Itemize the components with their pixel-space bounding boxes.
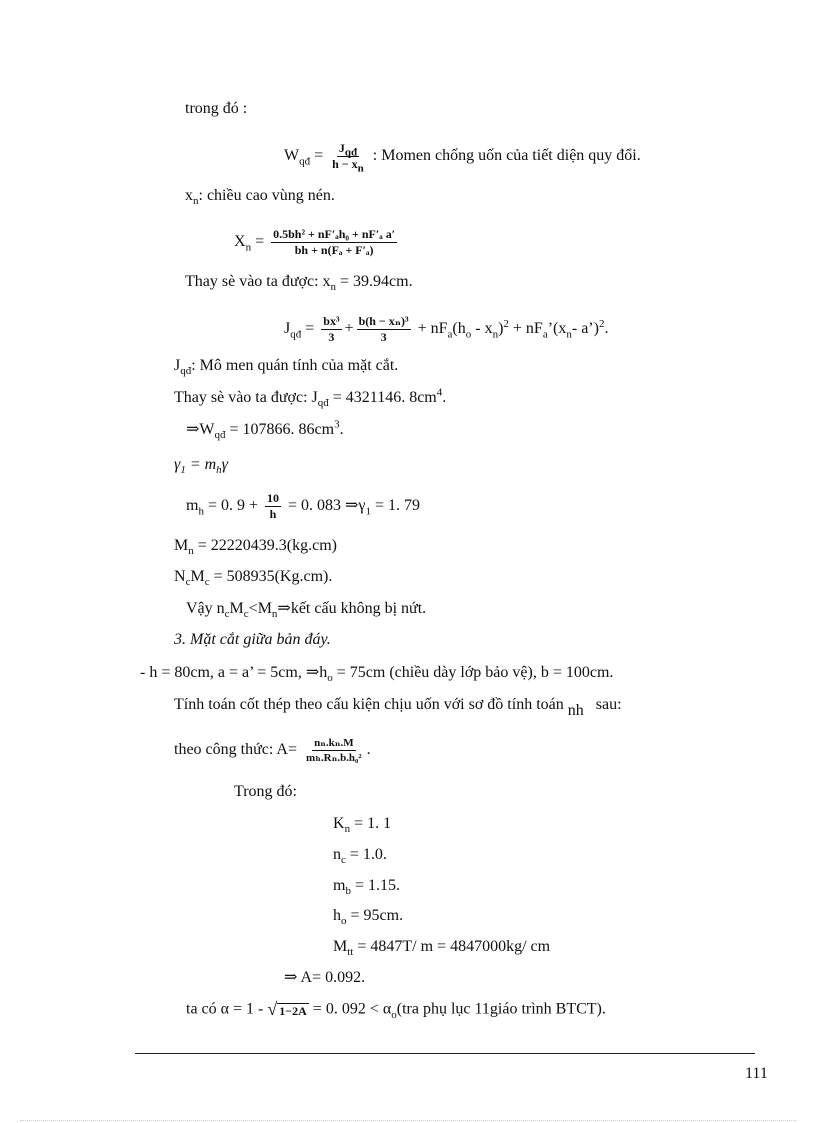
page-bottom-border bbox=[20, 1120, 796, 1121]
formula-alpha: ta có α = 1 - √ 1−2A = 0. $092 < \alpha_o(tra$ phụ lục 11giáo trình BTCT). bbox=[186, 999, 606, 1021]
param-ho: $h_o = 95cm$. bbox=[333, 907, 404, 928]
formula-xn: $X_n$ = $\frac{\text{0.5bh² + nF′ₐh₀ + nF′ₐ a′}}{\text{bh + n(Fₐ + F′ₐ)}}$ bbox=[234, 227, 396, 257]
param-kn: $K_n = 1$. 1 bbox=[333, 815, 392, 836]
page-number: 111 bbox=[745, 1065, 768, 1082]
formula-gamma1: $\gamma_1 = m_h\gamma$ bbox=[174, 456, 228, 477]
text-dimensions: - h = 80cm, a = a’ = 5cm, $\Rightarrow h_o = 75cm$ (chiều dày lớp bảo vệ), b = 100cm. bbox=[140, 664, 614, 685]
param-mtt: $M_{tt} = 4847T/$ m = 4847000kg/ cm bbox=[333, 938, 551, 959]
text-xn-definition: $x_n$: chiều cao vùng nén. bbox=[185, 187, 335, 208]
fraction-bh-xn: $\frac{\text{b(h − xₙ)³}}{3}$ bbox=[358, 314, 409, 344]
text-trong-do: trong đó : bbox=[185, 100, 248, 117]
fraction-bx3: $\frac{\text{bx³}}{3}$ bbox=[323, 314, 340, 344]
text-jqd-result: Thay sè vào ta được: $J_{qđ} = 4321146$. $8cm^4$. bbox=[174, 386, 447, 410]
formula-j-qd: $J_{qđ}$ = $\frac{\text{bx³}}{3}$ + $\frac{\text{b(h − xₙ)³}}{3}$ + $nF_a(h_o - x_n)^2$ + $nF_a’(x_n-$ a’)$^2$. bbox=[284, 314, 609, 344]
formula-a: theo công thức: A= $\frac{\text{nₙ.kₙ.M}}{\text{mₕ.Rₙ.b.h₀²}}$ . bbox=[174, 737, 371, 764]
fraction-j-over-h: $\frac{J_{qđ}}{h - x_n}$ bbox=[332, 141, 364, 175]
text-conclusion: Vậy $n_cM_c<M_n\Rightarrow kết$ cấu không bị nứt. bbox=[186, 600, 427, 621]
section-heading: 3. Mặt cắt giữa bản đáy. bbox=[174, 631, 331, 648]
text-ncmc: $N_cM_c = 508935(Kg.cm)$. bbox=[174, 568, 333, 589]
fraction-10-over-h: $\frac{10}{h}$ bbox=[267, 491, 279, 521]
square-root: √ 1−2A bbox=[267, 999, 307, 1019]
footer-rule bbox=[135, 1053, 755, 1054]
text-wqd-result: $\Rightarrow W_{qđ} = 107866$. $86cm^3$. bbox=[186, 418, 344, 442]
param-mb: $m_b = 1.15$. bbox=[333, 877, 400, 898]
text-trong-do-2: Trong đó: bbox=[234, 783, 297, 800]
text-xn-result: Thay sè vào ta được: $x_n = 39.94cm$. bbox=[185, 273, 413, 294]
formula-mh: $m_h = 0$. 9 + $\frac{10}{h}$ = 0. 083 $\Rightarrow\gamma_1 = 1$. 79 bbox=[186, 491, 421, 521]
text-mn: $M_n = 22220439.3(kg.cm)$ bbox=[174, 537, 337, 558]
text-a-result: ⇒ A= 0.092. bbox=[284, 969, 366, 986]
fraction-a: $\frac{\text{nₙ.kₙ.M}}{\text{mₕ.Rₙ.b.h₀²}}$ bbox=[306, 737, 362, 764]
fraction-xn: $\frac{\text{0.5bh² + nF′ₐh₀ + nF′ₐ a′}}{\text{bh + n(Fₐ + F′ₐ)}}$ bbox=[273, 227, 396, 257]
text-calculation-method: Tính toán cốt thép theo cấu kiện chịu uốn với sơ đồ tính toán nh sau: bbox=[174, 696, 622, 719]
formula-w-qd: $W_{qđ}$ = $\frac{J_{qđ}}{h - x_n}$ : Momen chống uốn của tiết diện quy đổi. bbox=[284, 141, 641, 175]
param-nc: $n_c = 1.0$. bbox=[333, 846, 387, 867]
text-jqd-definition: $J_{qđ}$: Mô men quán tính của mặt cắt. bbox=[174, 357, 399, 378]
